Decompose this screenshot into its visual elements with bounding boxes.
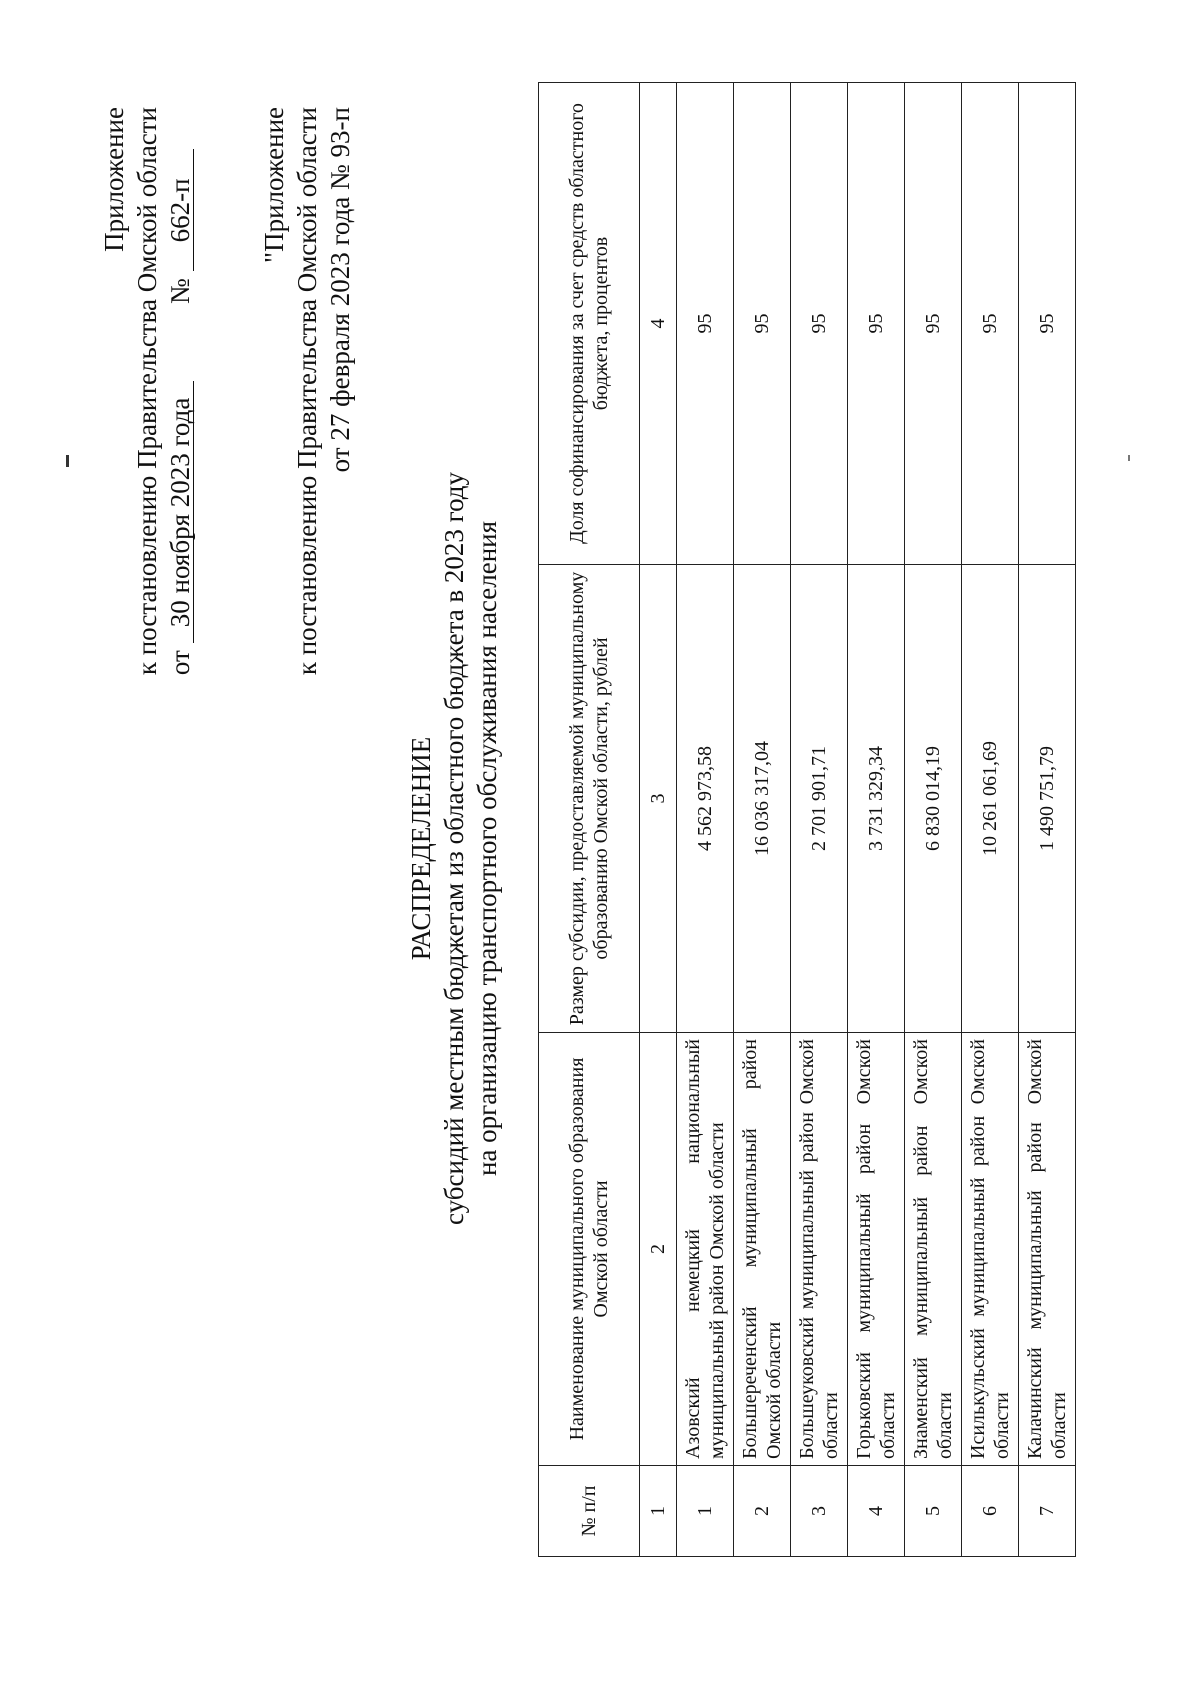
header-number: № п/п (539, 1466, 640, 1557)
municipality-name: Большереченский муниципальный район Омской области (734, 1033, 791, 1466)
municipality-name: Исилькульский муниципальный район Омской области (962, 1033, 1019, 1466)
cofinancing-share: 95 (677, 83, 734, 565)
table-row (905, 83, 962, 1557)
header-cofinancing-share: Доля софинансирования за счет средств областного бюджета, процентов (539, 83, 640, 565)
table-row (1019, 83, 1076, 1557)
scan-speck (1128, 455, 1130, 461)
approval-date-prefix: от (165, 650, 195, 676)
row-number: 3 (791, 1466, 848, 1557)
original-date-line: от 27 февраля 2023 года № 93-п (325, 107, 355, 473)
municipality-name: Азовский немецкий национальный муниципальный район Омской области (677, 1033, 734, 1466)
column-number: 1 (640, 1466, 677, 1557)
document-subtitle-line-2: на организацию транспортного обслуживания населения (472, 520, 502, 1177)
row-number: 5 (905, 1466, 962, 1557)
row-number: 2 (734, 1466, 791, 1557)
original-title: "Приложение (259, 107, 289, 263)
table-row (677, 83, 734, 1557)
cofinancing-share: 95 (1019, 83, 1076, 565)
column-number-row (640, 83, 677, 1557)
table-row (734, 83, 791, 1557)
table-row (848, 83, 905, 1557)
table-row (791, 83, 848, 1557)
subsidy-amount: 4 562 973,58 (677, 565, 734, 1033)
municipality-name: Горьковский муниципальный район Омской области (848, 1033, 905, 1466)
approval-date: 30 ноября 2023 года (167, 381, 194, 643)
row-number: 7 (1019, 1466, 1076, 1557)
subsidy-amount: 16 036 317,04 (734, 565, 791, 1033)
table-header-row (539, 83, 640, 1557)
column-number: 4 (640, 83, 677, 565)
subsidy-distribution-table (538, 82, 1076, 1557)
subsidy-amount: 2 701 901,71 (791, 565, 848, 1033)
municipality-name: Знаменский муниципальный район Омской области (905, 1033, 962, 1466)
approval-title: Приложение (99, 107, 129, 252)
table-row (962, 83, 1019, 1557)
document-subtitle-line-1: субсидий местным бюджетам из областного бюджета в 2023 году (439, 471, 469, 1226)
municipality-name: Большеуковский муниципальный район Омской области (791, 1033, 848, 1466)
row-number: 6 (962, 1466, 1019, 1557)
row-number: 4 (848, 1466, 905, 1557)
cofinancing-share: 95 (734, 83, 791, 565)
original-appendix-header (258, 107, 357, 675)
header-subsidy-amount: Размер субсидии, предоставляемой муниципальному образованию Омской области, рублей (539, 565, 640, 1033)
approval-number-prefix: № (165, 278, 195, 304)
header-municipality: Наименование муниципального образования Омской области (539, 1033, 640, 1466)
municipality-name: Калачинский муниципальный район Омской области (1019, 1033, 1076, 1466)
row-number: 1 (677, 1466, 734, 1557)
approval-header (98, 107, 197, 675)
document-title: РАСПРЕДЕЛЕНИЕ (406, 736, 436, 961)
approval-number: 662-п (167, 149, 194, 271)
column-number: 3 (640, 565, 677, 1033)
approval-date-line (164, 107, 197, 675)
cofinancing-share: 95 (848, 83, 905, 565)
cofinancing-share: 95 (905, 83, 962, 565)
document-title-block (405, 0, 504, 1697)
cofinancing-share: 95 (962, 83, 1019, 565)
cofinancing-share: 95 (791, 83, 848, 565)
subsidy-amount: 1 490 751,79 (1019, 565, 1076, 1033)
original-reference: к постановлению Правительства Омской области (292, 107, 322, 676)
subsidy-amount: 3 731 329,34 (848, 565, 905, 1033)
column-number: 2 (640, 1033, 677, 1466)
subsidy-amount: 10 261 061,69 (962, 565, 1019, 1033)
approval-reference: к постановлению Правительства Омской области (132, 107, 162, 676)
scan-speck (66, 455, 69, 467)
subsidy-amount: 6 830 014,19 (905, 565, 962, 1033)
